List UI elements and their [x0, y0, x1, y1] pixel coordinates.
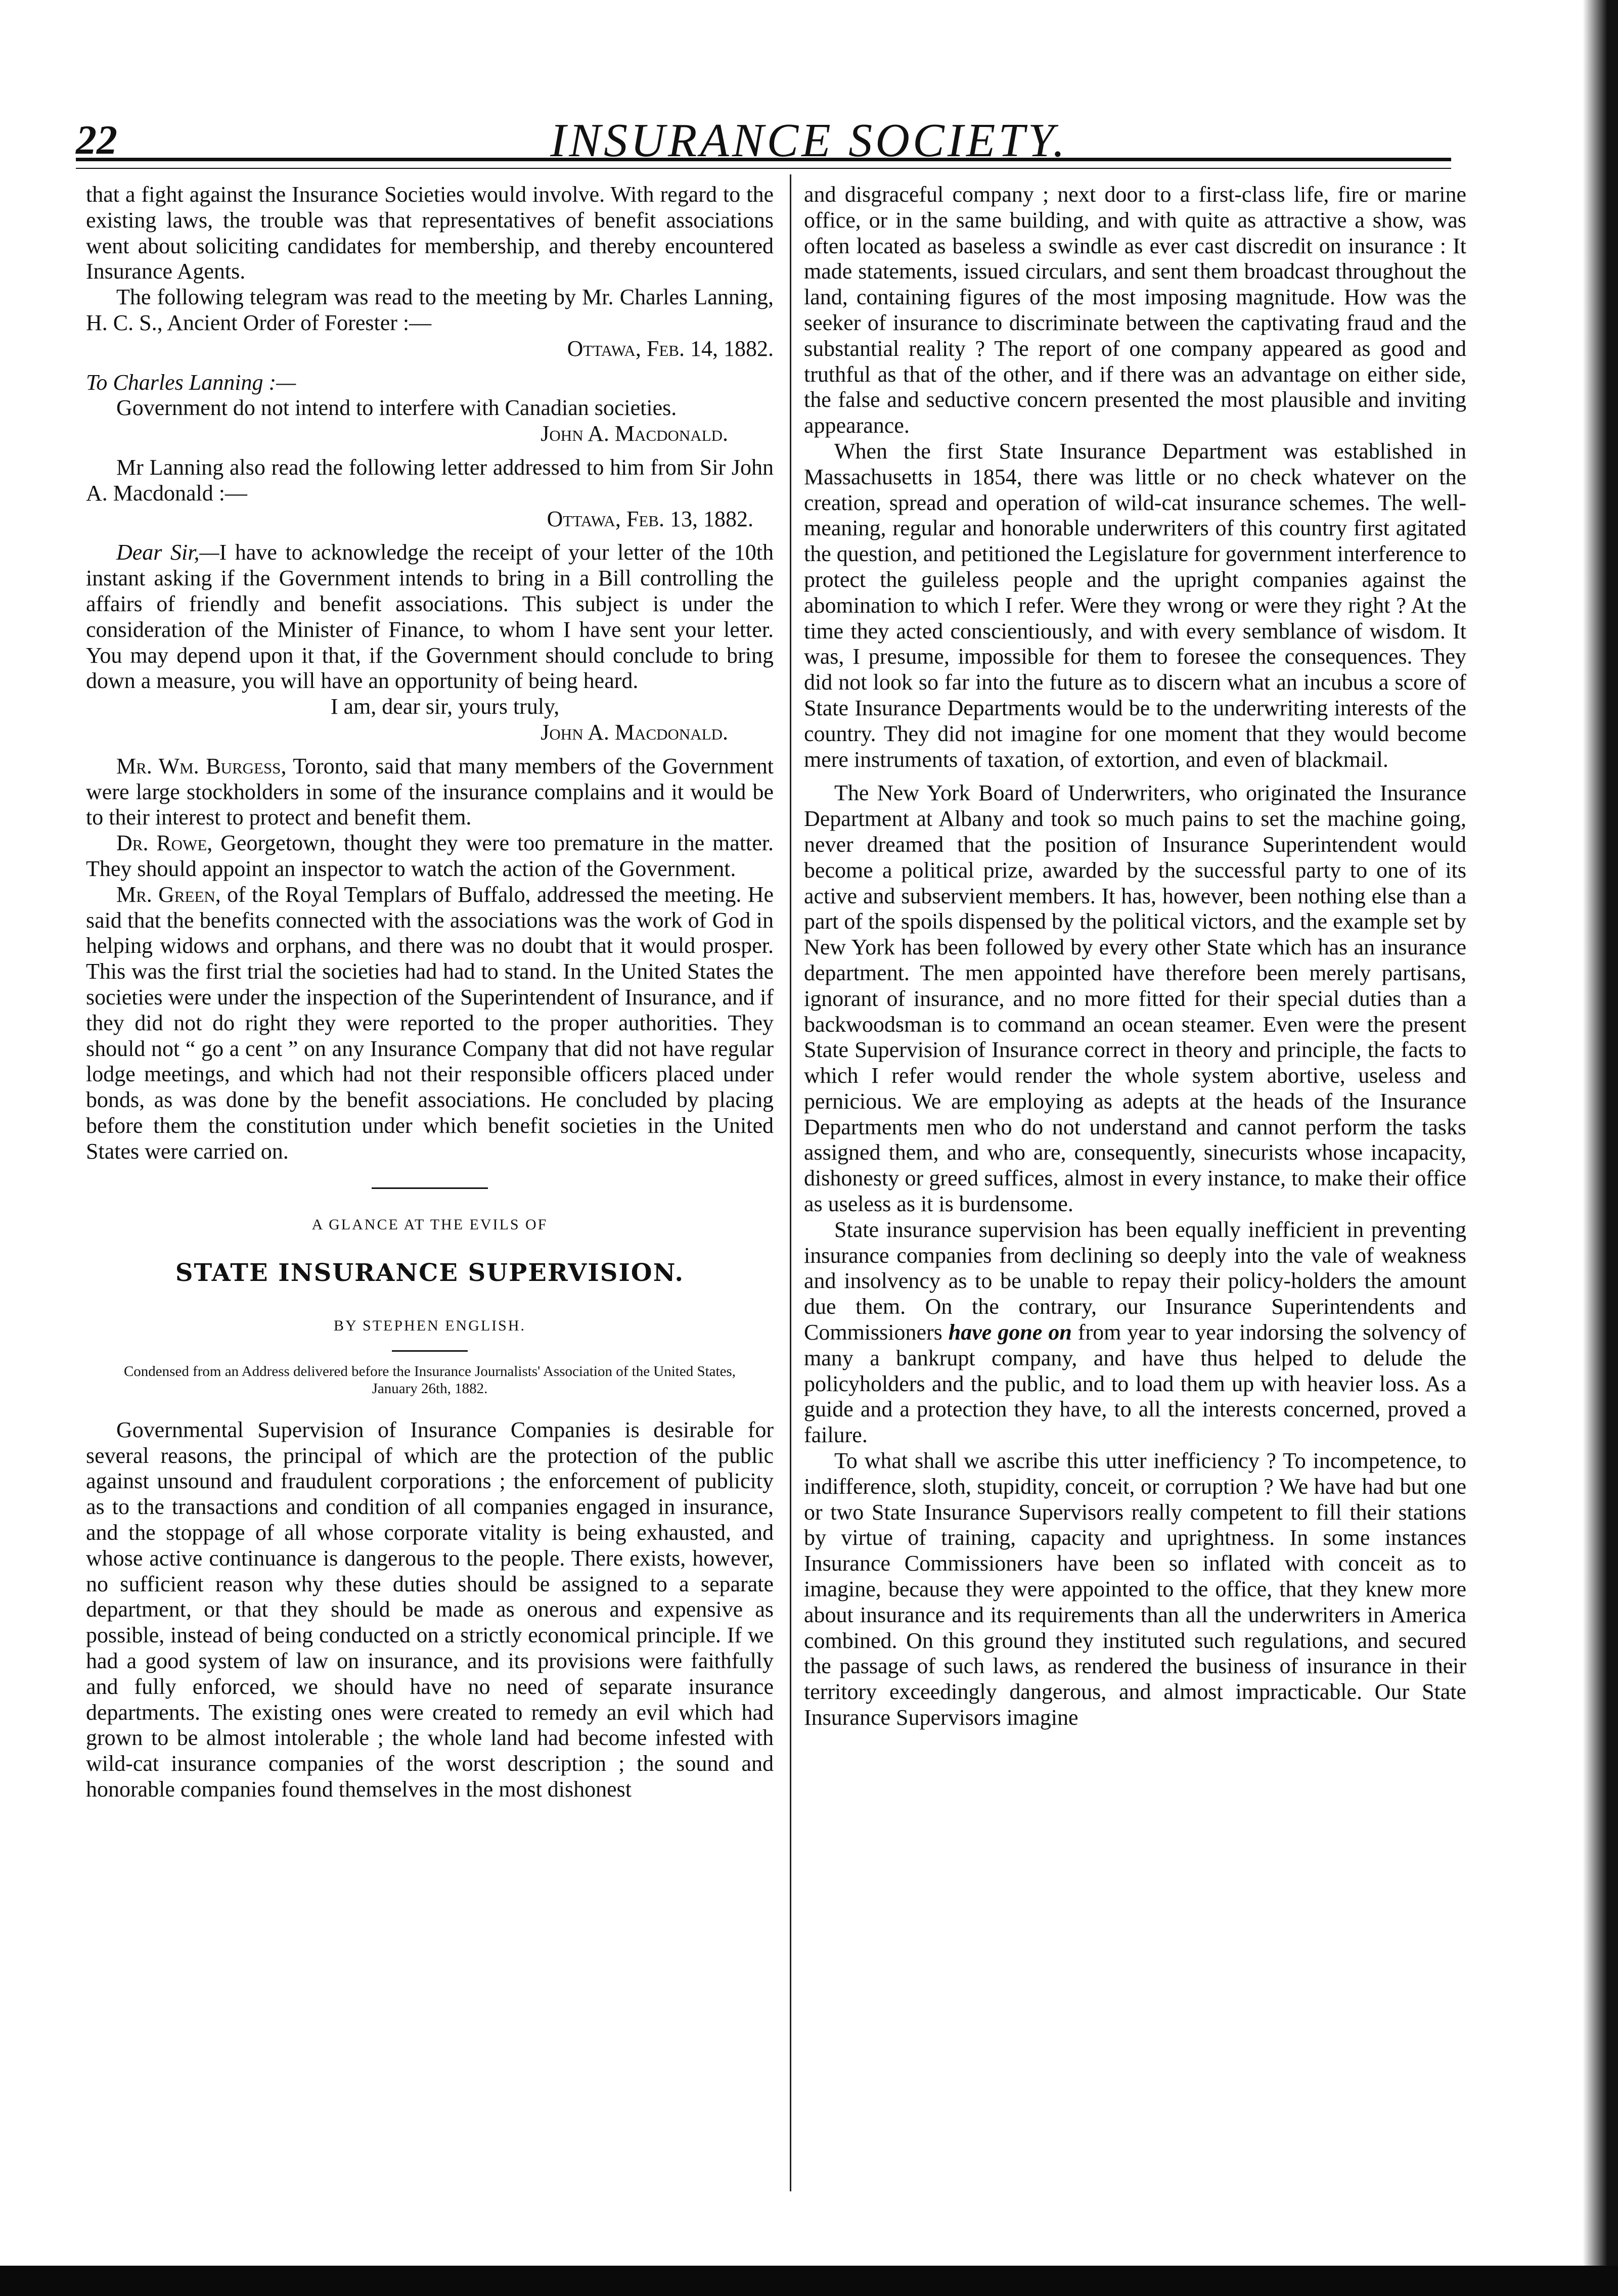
letter-signature: John A. Macdonald. — [541, 719, 728, 745]
paragraph: To what shall we ascribe this utter inefficiency ? To incompetence, to indifference, sloth, stupidity, conceit, or corruption ? We have had but one or two State Insurance Supervisors really competent to fill their stations by virtue of training, capacity and uprightness. In some instances Insurance Commissioners have been so inflated with conceit as to imagine, because they were appointed to the office, that they knew more about insurance and its requirements than all the underwriters in America combined. On this ground they instituted such regulations, and secured the passage of such laws, as rendered the business of insurance in their territory exceedingly dangerous, and almost impracticable. Our State Insurance Supervisors imagine — [804, 1448, 1466, 1730]
paragraph: Dr. Rowe, Georgetown, thought they were too premature in the matter. They should appoint an inspector to watch the action of the Government. — [86, 831, 774, 881]
paragraph: Mr. Wm. Burgess, Toronto, said that many members of the Government were large stockholders in some of the insurance complains and it would be to their interest to protect and benefit them. — [86, 753, 774, 830]
telegram-signature: John A. Macdonald. — [541, 421, 728, 446]
paragraph: State insurance supervision has been equally inefficient in preventing insurance companies from declining so deeply into the vale of weakness and insolvency as to be unable to repay their policy-holders the amount due them. On the contrary, our Insurance Superintendents and Commissioners have gone on from year to year indorsing the solvency of many a bankrupt company, and have thus helped to delude the policyholders and the public, and to load them up with heavier loss. As a guide and a protection they have, to all the interests concerned, proved a failure. — [804, 1217, 1466, 1448]
article-note: Condensed from an Address delivered before the Insurance Journalists' Association of the United States, January 26th, 1882. — [123, 1363, 736, 1397]
emphasis: have gone on — [948, 1320, 1072, 1345]
byline-rule — [392, 1350, 468, 1352]
letter-body-paragraph — [86, 540, 774, 694]
left-column — [86, 182, 774, 1803]
article-kicker: A GLANCE AT THE EVILS OF — [311, 1216, 548, 1233]
paragraph: The New York Board of Underwriters, who originated the Insurance Department at Albany and took so much pains to set the machine going, never dreamed that the position of Insurance Superintendent would become a political prize, awarded by the successful party to one of its active and subservient members. It has, however, been nothing else than a part of the spoils dispensed by the political victors, and the example set by New York has been followed by every other State which has an insurance department. The men appointed have therefore been merely partisans, ignorant of insurance, and no more fitted for their special duties than a backwoodsman is to command an ocean steamer. Even were the present State Supervision of Insurance correct in theory and principle, the facts to which I refer would render the whole system abortive, useless and pernicious. We are employing as adepts at the heads of the Insurance Departments men who do not understand and cannot perform the tasks assigned them, and who are, consequently, sinecurists whose incapacity, dishonesty or greed suffices, almost in every instance, to make their office as useless as it is burdensome. — [804, 780, 1466, 1217]
header-rule-thin — [76, 168, 1451, 169]
scan-bottom-band — [0, 2266, 1618, 2296]
page-number: 22 — [76, 117, 117, 163]
right-column — [804, 182, 1466, 1731]
column-divider — [790, 174, 791, 2191]
paragraph: When the first State Insurance Department was established in Massachusetts in 1854, there was little or no check whatever on the creation, spread and operation of wild-cat insurance schemes. The well-meaning, regular and honorable underwriters of this country first agitated the question, and petitioned the Legislature for government interference to protect the guileless people and the upright companies against the abomination to which I refer. Were they wrong or were they right ? At the time they acted conscientiously, and with every semblance of wisdom. It was, I presume, impossible for them to foresee the consequences. They did not look so far into the future as to discern what an incubus a score of State Insurance Departments would be to the underwriting interests of the country. They did not imagine for one moment that they would become mere instruments of taxation, of extortion, and even of blackmail. — [804, 438, 1466, 772]
letter-closing: I am, dear sir, yours truly, — [330, 694, 560, 719]
paragraph: Governmental Supervision of Insurance Companies is desirable for several reasons, the principal of which are the protection of the public against unsound and fraudulent corporations ; the enforcement of publicity as to the transactions and condition of all companies engaged in insurance, and the stoppage of all whose corporate vitality is being exhausted, and whose active continuance is dangerous to the people. There exists, however, no sufficient reason why these duties should be assigned to a separate department, or that they should be made as onerous and expensive as possible, instead of being conducted on a strictly economical principle. If we had a good system of law on insurance, and its provisions were faithfully and fully enforced, we should have no need of separate insurance departments. The existing ones were created to remedy an evil which had grown to be almost intolerable ; the whole land had become infested with wild-cat insurance companies of the worst description ; the sound and honorable companies found themselves in the most dishonest — [86, 1417, 774, 1802]
letter-salutation: Dear Sir,— — [116, 540, 219, 565]
paragraph: Mr Lanning also read the following letter addressed to him from Sir John A. Macdonald :— — [86, 454, 774, 506]
speaker-name: Dr. Rowe — [116, 831, 207, 856]
paragraph: and disgraceful company ; next door to a first-class life, fire or marine office, or in the same building, and with quite as attractive a show, was often located as baseless a swindle as ever cast discredit on insurance : It made statements, issued circulars, and sent them broadcast throughout the land, containing figures of the most imposing magnitude. How was the seeker of insurance to discriminate between the captivating fraud and the substantial reality ? The report of one company appeared as good and truthful as that of the other, and if there was an advantage on either side, the false and seductive concern presented the most plausible and inviting appearance. — [804, 182, 1466, 438]
article-byline: BY STEPHEN ENGLISH. — [333, 1317, 526, 1335]
running-title: INSURANCE SOCIETY. — [550, 114, 1068, 167]
telegram-body: Government do not intend to interfere with Canadian societies. — [116, 395, 677, 421]
speaker-name: Mr. Green — [116, 882, 215, 907]
letter-body: I have to acknowledge the receipt of your letter of the 10th instant asking if the Government intends to bring in a Bill controlling the affairs of friendly and benefit associations. This subject is under the consideration of the Minister of Finance, to whom I have sent your letter. You may depend upon it that, if the Government should conclude to bring down a measure, you will have an opportunity of being heard. — [86, 540, 774, 694]
telegram-dateline: Ottawa, Feb. 14, 1882. — [567, 336, 774, 361]
article-title: STATE INSURANCE SUPERVISION. — [175, 1259, 685, 1288]
header-rule-thick — [76, 158, 1451, 161]
section-rule — [372, 1187, 488, 1189]
speaker-name: Mr. Wm. Burgess — [116, 753, 281, 778]
telegram-salutation: To Charles Lanning :— — [86, 370, 296, 395]
paragraph: Mr. Green, of the Royal Templars of Buffalo, addressed the meeting. He said that the benefits connected with the associations was the work of God in helping widows and orphans, and there was no doubt that it would prosper. This was the first trial the societies had had to stand. In the United States the societies were under the inspection of the Superintendent of Insurance, and if they did not do right they were reported to the proper authorities. They should not “ go a cent ” on any Insurance Company that did not have regular lodge meetings, and which had not their responsible officers placed under bonds, as was done by the benefit associations. He concluded by placing before them the constitution under which benefit societies in the United States were carried on. — [86, 882, 774, 1164]
letter-dateline: Ottawa, Feb. 13, 1882. — [547, 506, 753, 531]
paragraph: that a fight against the Insurance Societies would involve. With regard to the existing laws, the trouble was that representatives of benefit associations went about soliciting candidates for membership, and thereby encountered Insurance Agents. — [86, 182, 774, 284]
paragraph: The following telegram was read to the meeting by Mr. Charles Lanning, H. C. S., Ancient Order of Forester :— — [86, 285, 774, 335]
page-edge-shadow — [1583, 0, 1618, 2296]
